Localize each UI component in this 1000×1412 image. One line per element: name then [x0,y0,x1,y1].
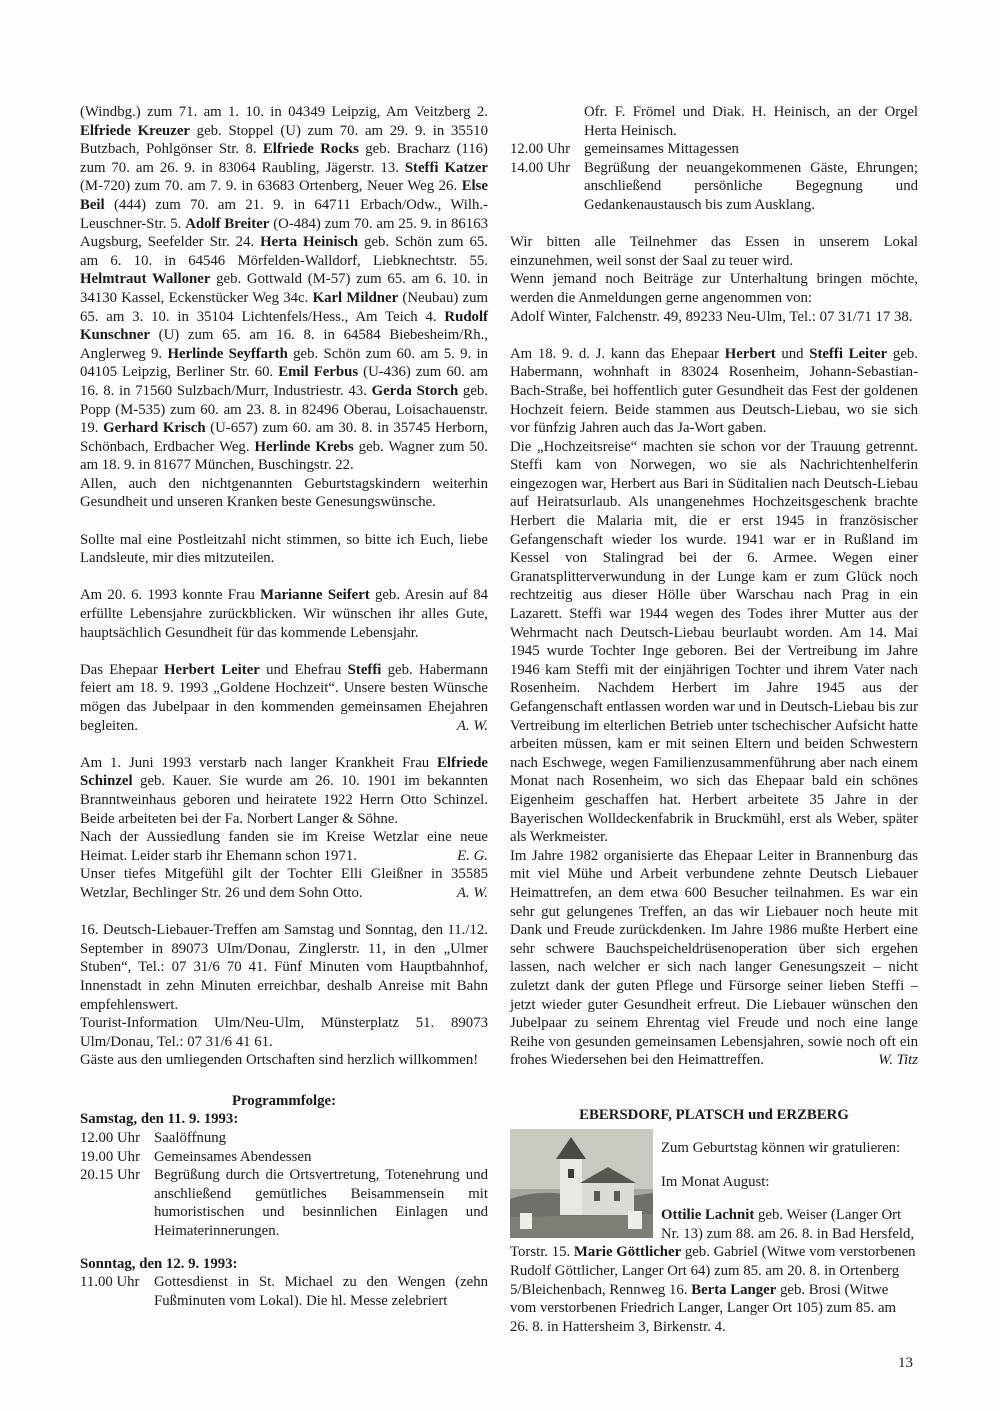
guests-welcome: Gäste aus den umliegenden Ortschaften sind herzlich willkommen! [80,1052,479,1069]
schedule-row [80,1273,488,1310]
leiter-story: Die „Hochzeitsreise“ machten sie schon vor der Trauung getrennt. Steffi kam von Norwegen, wo sie als Nachrichtenhelferin eingezogen war, Herbert aus Bari in Süditalien nach Deutsch-Liebau auf Heiratsurlaub. Als unangenehmes Hochzeitsgeschenk brachte Herbert die Malaria mit, die er erst 1945 in französischer Gefangenschaft wieder los wurde. 1941 war er in Rußland im Kessel von Stalingrad bei der 6. Armee. Wegen einer Granatsplitterverwundung in der Lunge kam er zum Glück noch rechtzeitig aus dieser Hölle über Warschau nach Prag in ein Lazarett. Steffi war 1944 wegen des Todes ihrer Mutter aus der Wehrmacht nach Deutsch-Liebau beurlaubt worden. Am 14. Mai 1945 wurde Tochter Inge geboren. Bei der Vertreibung im Jahre 1946 kam Steffi mit der einjährigen Tochter und ihrem Vater nach Rosenheim. Nachdem Herbert im Jahre 1945 aus der Gefangenschaft entlassen worden war und in Deutsch-Liebau bis zur Vertreibung im elterlichen Betrieb unter tschechischer Aufsicht hatte arbeiten müssen, kam er mit seinen Eltern und beiden Schwestern nach Eschwege, wegen Familienzusammenführung aber nach einem Monat nach Rosenheim, wo sich das Ehepaar bald ein schönes Eigenheim geschaffen hat. Herbert arbeitete 35 Jahre in der Bayerischen Wolldeckenfabrik in Bruckmühl, erst als Weber, später als Werkmeister. [510,438,918,846]
text-run: (Windbg.) zum 71. am 1. 10. in 04349 Leipzig, Am Veitzberg 2. [80,104,488,120]
person-name: Steffi Leiter [809,345,888,362]
saturday-schedule [80,1129,488,1241]
person-name: Helmtraut Walloner [80,271,211,288]
church-image [510,1129,653,1238]
person-name: Berta Langer [691,1281,777,1298]
person-name: Marianne Seifert [260,587,370,604]
text-run: (U-657) zum 60. am 30. 8. in 35745 Herborn, Schönbach, Erdbacher Weg. [80,420,488,455]
person-name: Herbert Leiter [164,661,260,678]
saturday-heading: Samstag, den 11. 9. 1993: [80,1111,239,1128]
text-run: und [775,345,810,362]
right-column [510,103,918,1070]
contribution-note: Wenn jemand noch Beiträge zur Unterhaltung bringen möchte, werden die Anmeldungen gerne angenommen von: [510,271,918,306]
text-run: geb. Habermann feiert am 18. 9. 1993 „Goldene Hochzeit“. Unsere besten Wünsche mögen das Jubelpaar in den kommenden gemeinsamen Ehejahren begleiten. [80,661,488,734]
schedule-row [80,1129,488,1148]
text-run: geb. Brosi (Witwe vom verstorbenen Friedrich Langer, Langer Ort 105) zum 85. am 26. 8. in Hattersheim 3, Birkenstr. 4. [510,1281,897,1335]
text-run: geb. Wagner zum 50. am 18. 9. in 81677 München, Buschingstr. 22. [80,438,488,474]
section-title: EBERSDORF, PLATSCH und ERZBERG [579,1107,849,1123]
left-column [80,103,488,1310]
sunday-schedule [80,1273,488,1310]
schedule-time: 12.00 Uhr [510,141,571,158]
person-name: Rudolf Kunschner [80,308,488,344]
person-name: Adolf Breiter [185,215,270,232]
text-run: geb. Popp (M-535) zum 60. am 23. 8. in 82496 Oberau, Loisachauenstr. 19. [80,382,488,437]
schedule-description: Gottesdienst in St. Michael zu den Wengen (zehn Fußminuten vom Lokal). Die hl. Messe zelebriert [154,1274,488,1309]
signature: A. W. [456,884,488,901]
seifert-notice [80,586,488,642]
schinzel-obituary [80,754,488,828]
person-name: Gerda Storch [371,382,459,399]
program-title: Programmfolge: [231,1092,337,1109]
contact-address: Adolf Winter, Falchenstr. 49, 89233 Neu-Ulm, Tel.: 07 31/71 17 38. [510,308,913,325]
signature: A. W. [456,717,488,734]
person-name: Karl Mildner [312,289,399,306]
ebersdorf-section [510,1106,918,1351]
schedule-time: 12.00 Uhr [80,1130,141,1147]
text-run: Am 18. 9. d. J. kann das Ehepaar [510,345,725,362]
text-run: Am 1. Juni 1993 verstarb nach langer Krankheit Frau [80,754,438,771]
text-run: (U-436) zum 60. am 16. 8. in 71560 Sulzbach/Murr, Industriestr. 43. [80,364,488,399]
leiter-anniversary-long [510,345,918,438]
text-run: geb. Bracharz (116) zum 70. am 26. 9. in 83064 Raubling, Jägerstr. 13. [80,141,488,176]
text-run: geb. Schön zum 65. am 6. 10. in 64546 Mörfelden-Walldorf, Liebknechtstr. 55. [80,234,488,269]
text-run: (444) zum 70. am 21. 9. in 64711 Erbach/Odw., Wilh.-Leuschner-Str. 5. [80,196,488,232]
sunday-schedule-cont: Ofr. F. Frömel und Diak. H. Heinisch, an der Orgel Herta Heinisch. [584,104,918,139]
schinzel-obituary-cont: Nach der Aussiedlung fanden sie im Kreise Wetzlar eine neue Heimat. Leider starb ihr Ehemann schon 1971. E. G. [80,829,488,864]
greeting-paragraph: Allen, auch den nichtgenannten Geburtstagskindern weiterhin Gesundheit und unseren Kranken beste Genesungswünsche. [80,475,488,511]
person-name: Elfriede Schinzel [80,754,488,790]
schedule-description: Saalöffnung [154,1130,227,1147]
schedule-row [510,159,918,215]
person-name: Herlinde Krebs [254,438,354,455]
person-name: Gerhard Krisch [103,420,206,437]
schedule-description: Gemeinsames Abendessen [154,1148,312,1165]
postcode-note: Sollte mal eine Postleitzahl nicht stimmen, so bitte ich Euch, liebe Landsleute, mir dies mitzuteilen. [80,531,488,567]
person-name: Elfriede Rocks [262,141,359,158]
leiter-anniversary-short [80,661,488,735]
schedule-description: Begrüßung durch die Ortsvertretung, Totenehrung und anschließend gemütliches Beisammensein mit humoristischen und besinnlichen Einlagen und Heimaterinnerungen. [154,1167,488,1240]
food-note: Wir bitten alle Teilnehmer das Essen in unserem Lokal einzunehmen, weil sonst der Saal zu teuer wird. [510,234,918,269]
section-intro: Zum Geburtstag können wir gratulieren: [661,1140,901,1157]
text-run: geb. Aresin auf 84 erfüllte Lebensjahre zurückblicken. Wir wünschen ihr alles Gute, hauptsächlich Gesundheit für das kommende Lebensjahr. [80,587,488,641]
schedule-time: 14.00 Uhr [510,159,571,176]
person-name: Steffi Katzer [404,159,488,176]
text-run: geb. Stoppel (U) zum 70. am 29. 9. in 35510 Butzbach, Pohlgönser Str. 8. [80,122,488,158]
person-name: Emil Ferbus [278,364,359,381]
text-run: (U) zum 65. am 16. 8. in 64584 Biebesheim/Rh., Anglerweg 9. [80,327,488,362]
person-name: Herta Heinisch [260,234,359,251]
text-run: geb. Gabriel (Witwe vom verstorbenen Rudolf Göttlicher, Langer Ort 64) zum 85. am 20. 8. in Ortenberg 5/Bleichenbach, Rennweg 16. [510,1244,916,1298]
signature: E. G. [457,847,488,864]
text-run: geb. Schön zum 60. am 5. 9. in 04105 Leipzig, Berliner Str. 60. [80,345,488,381]
text-run: (O-484) zum 70. am 25. 9. in 86163 Augsburg, Seefelder Str. 24. [80,215,488,251]
person-name: Elfriede Kreuzer [80,122,190,139]
sunday-schedule-more [510,140,918,214]
text-run: Das Ehepaar [80,661,165,678]
schedule-time: 20.15 Uhr [80,1167,141,1184]
person-name: Herlinde Seyffarth [167,345,288,362]
schedule-row [80,1166,488,1240]
text-run: und Ehefrau [259,661,348,678]
text-run: geb. Weiser (Langer Ort Nr. 13) zum 88. am 26. 8. in Bad Hersfeld, Torstr. 15. [510,1207,915,1261]
schedule-time: 19.00 Uhr [80,1148,141,1165]
text-run: geb. Gottwald (M-57) zum 65. am 6. 10. in 34130 Kassel, Eckenstücker Weg 34c. [80,271,488,306]
section-month: Im Monat August: [661,1173,770,1190]
signature: W. Titz [878,1052,918,1069]
person-name: Marie Göttlicher [573,1244,682,1261]
page-number: 13 [898,1355,913,1371]
person-name: Steffi [347,661,382,678]
schedule-row [510,140,918,159]
schedule-row [80,1148,488,1167]
sunday-heading: Sonntag, den 12. 9. 1993: [80,1255,238,1272]
schedule-time: 11.00 Uhr [80,1274,140,1291]
person-name: Herbert [724,345,776,362]
person-name: Else Beil [80,178,488,213]
leiter-story-cont: Im Jahre 1982 organisierte das Ehepaar Leiter in Brannenburg das mit viel Mühe und Arbeit verbundene zehnte Deutsch Liebauer Heimattrefen, an dem etwa 600 Besucher teilnahmen. Es war ein sehr gut gelungenes Treffen, an das wir Liebauer noch heute mit Dank und Freude zurückdenken. Im Jahre 1986 mußte Herbert eine sehr schwere Bauchspeicheldrüsenoperation über sich ergehen lassen, nach welcher er sich nach langer Genesungszeit – nicht zuletzt dank der guten Pflege und Fürsorge seiner lieben Steffi – jetzt wieder guter Gesundheit erfreut. Die Liebauer wünschen den Jubelpaar zu seinem Ehrentag viel Freude und noch eine lange Reihe von gesunden gemeinsamen Lebensjahren, sowie noch oft ein frohes Wiedersehen bei den Heimattreffen. W. Titz [510,847,918,1069]
treffen-announcement: 16. Deutsch-Liebauer-Treffen am Samstag und Sonntag, den 11./12. September in 89073 Ulm/Donau, Zinglerstr. 11, in den „Ulmer Stuben“, Tel.: 07 31/6 70 41. Fünf Minuten vom Hauptbahnhof, Innenstadt in zehn Minuten erreichbar, deshalb Anreise mit Bahn empfehlenswert. [80,922,488,1013]
person-name: Ottilie Lachnit [661,1207,755,1224]
text-run: geb. Kauer. Sie wurde am 26. 10. 1901 im bekannten Branntweinhaus geboren und heiratete 1922 Herrn Otto Schinzel. Beide arbeiteten bei der Fa. Norbert Langer & Söhne. [80,773,488,827]
text-run: (M-720) zum 70. am 7. 9. in 63683 Ortenberg, Neuer Weg 26. [80,178,462,195]
schinzel-condolence: Unser tiefes Mitgefühl gilt der Tochter Elli Gleißner in 35585 Wetzlar, Bechlinger Str. 26 und dem Sohn Otto. A. W. [80,866,488,901]
schedule-description: gemeinsames Mittagessen [584,141,739,158]
text-run: Am 20. 6. 1993 konnte Frau [80,587,261,604]
schedule-description: Begrüßung der neuangekommenen Gäste, Ehrungen; anschließend persönliche Begegnung und Gedankenaustausch bis zum Ausklang. [584,159,918,213]
text-run: (Neubau) zum 65. am 3. 10. in 35104 Lichtenfels/Hess., Am Teich 4. [80,289,488,325]
birthday-list [80,103,488,475]
tourist-info: Tourist-Information Ulm/Neu-Ulm, Münsterplatz 51. 89073 Ulm/Donau, Tel.: 07 31/6 41 61. [80,1015,488,1050]
church-photo [510,1129,653,1238]
text-run: geb. Habermann, wohnhaft in 83024 Rosenheim, Johann-Sebastian-Bach-Straße, bei hoffentlich guter Gesundheit das Fest der goldenen Hochzeit feiern. Beide stammen aus Deutsch-Liebau, wo sie sich vor fünfzig Jahren auch das Ja-Wort gaben. [510,345,918,437]
